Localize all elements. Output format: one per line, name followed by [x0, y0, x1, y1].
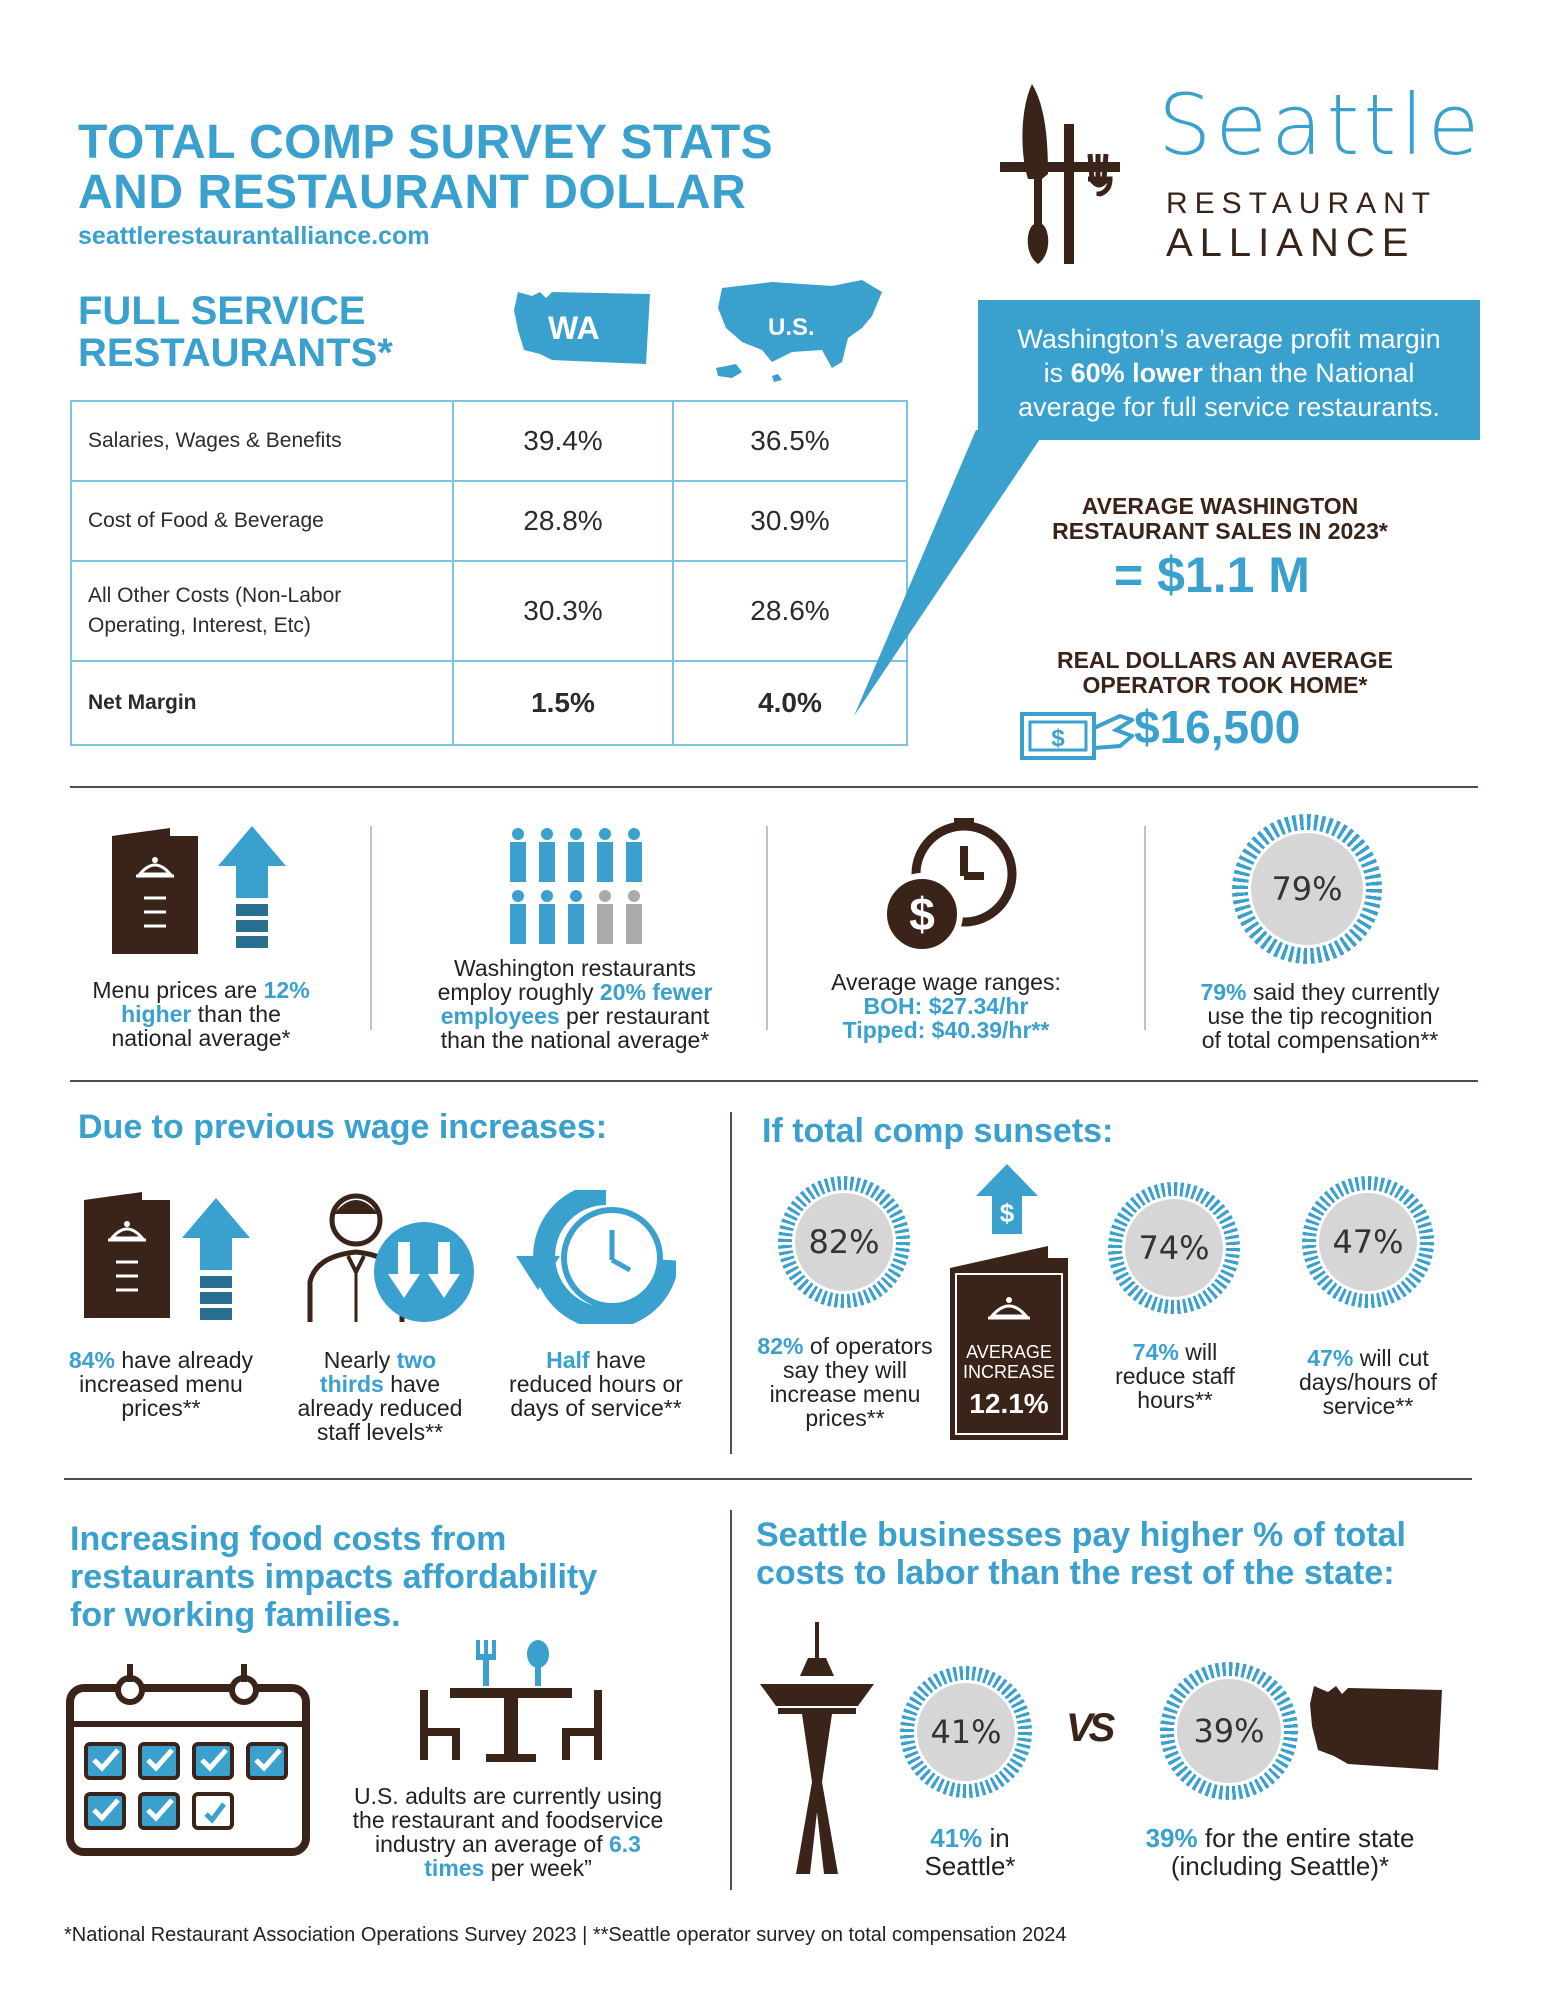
profit-margin-callout: Washington’s average profit margin is 60% lower than the National average for full service restaurants.: [978, 300, 1480, 440]
average-increase-menu: AVERAGE INCREASE 12.1%: [948, 1244, 1070, 1442]
logo-word-alliance: ALLIANCE: [1166, 221, 1416, 265]
table-row: [71, 481, 907, 561]
us-value: 36.5%: [673, 401, 907, 481]
sunsets-heading: If total comp sunsets:: [762, 1112, 1114, 1150]
labor-heading: Seattle businesses pay higher % of total costs to labor than the rest of the state:: [756, 1516, 1406, 1592]
full-service-heading: FULL SERVICE RESTAURANTS*: [78, 289, 393, 375]
calendar-check-icon: [66, 1664, 310, 1856]
wa-state-icon: [1308, 1684, 1444, 1772]
sales-value: = $1.1 M: [1114, 547, 1310, 603]
divider: [70, 786, 1478, 788]
sales-label: AVERAGE WASHINGTON RESTAURANT SALES IN 2023*: [1052, 493, 1388, 544]
us-column-header: U.S.: [768, 314, 815, 341]
cut-days-caption: 47% will cut days/hours of service**: [1298, 1345, 1438, 1419]
cut-days-ring: 47%: [1302, 1176, 1434, 1308]
row-label: Net Margin: [71, 661, 453, 745]
operators-menu-caption: 82% of operators say they will increase menu prices**: [757, 1333, 933, 1431]
restaurant-usage-caption: U.S. adults are currently using the restaurant and foodservice industry an average of 6.3 times per week”: [352, 1783, 664, 1881]
divider: [1144, 826, 1146, 1030]
divider: [64, 1478, 1472, 1480]
row-label: Salaries, Wages & Benefits: [71, 401, 453, 481]
table-row: [71, 561, 907, 661]
versus-label: VS: [1066, 1706, 1112, 1750]
people-icon: [506, 826, 648, 946]
menu-icon: [82, 1190, 172, 1320]
staff-hours-caption: 74% will reduce staff hours**: [1115, 1339, 1235, 1413]
svg-text:$: $: [909, 888, 935, 940]
svg-text:$: $: [999, 1198, 1015, 1228]
seattle-labor-caption: 41% in Seattle*: [924, 1823, 1016, 1881]
takehome-label: REAL DOLLARS AN AVERAGE OPERATOR TOOK HOME*: [1056, 647, 1394, 698]
state-labor-ring: 39%: [1160, 1662, 1298, 1800]
clock-arrow-icon: [516, 1190, 676, 1324]
svg-text:$: $: [1051, 725, 1065, 752]
knife-fork-spoon-icon: [1000, 84, 1130, 269]
staff-reduced-caption: Nearly two thirds have already reduced staff levels**: [297, 1347, 463, 1445]
state-labor-caption: 39% for the entire state (including Seattle)*: [1145, 1823, 1415, 1881]
us-value: 28.6%: [673, 561, 907, 661]
hours-reduced-caption-text: Half have reduced hours or days of service**: [509, 1347, 683, 1421]
menu-icon: [110, 826, 200, 956]
down-arrows-icon: [372, 1220, 476, 1324]
menu-increase-ring: 82%: [778, 1176, 910, 1308]
wa-value: 39.4%: [453, 401, 673, 481]
table-row: [71, 661, 907, 745]
divider: [730, 1112, 732, 1454]
row-label: All Other Costs (Non-Labor Operating, Interest, Etc): [71, 561, 453, 661]
divider: [370, 826, 372, 1030]
footer-note: *National Restaurant Association Operations Survey 2023 | **Seattle operator survey on total compensation 2024: [64, 1924, 1067, 1946]
site-url[interactable]: seattlerestaurantalliance.com: [78, 222, 430, 250]
divider: [70, 1080, 1478, 1082]
up-arrow-icon: [218, 826, 286, 948]
employees-caption: Washington restaurants employ roughly 20% fewer employees per restaurant than the national average*: [437, 955, 713, 1053]
tip-recognition-caption: 79% said they currently use the tip recognition of total compensation**: [1200, 979, 1440, 1053]
wa-column-header: WA: [548, 310, 600, 346]
row-label: Cost of Food & Beverage: [71, 481, 453, 561]
clock-dollar-icon: [880, 818, 1020, 958]
dining-table-icon: [420, 1640, 602, 1762]
logo-word-seattle: Seattle: [1158, 76, 1484, 174]
divider: [766, 826, 768, 1030]
wage-increases-heading: Due to previous wage increases:: [78, 1108, 608, 1146]
us-value: 4.0%: [673, 661, 907, 745]
wage-ranges-caption: Average wage ranges: BOH: $27.34/hr Tipped: $40.39/hr**: [831, 969, 1061, 1043]
divider: [730, 1510, 732, 1890]
us-value: 30.9%: [673, 481, 907, 561]
menu-price-caption: Menu prices are 12% higher than the national average*: [92, 977, 310, 1051]
food-costs-heading: Increasing food costs from restaurants impacts affordability for working families.: [70, 1520, 598, 1634]
tip-recognition-ring: 79%: [1232, 814, 1382, 964]
table-row: [71, 401, 907, 481]
wa-value: 28.8%: [453, 481, 673, 561]
space-needle-icon: [758, 1622, 876, 1876]
up-arrow-icon: [182, 1198, 250, 1320]
cost-table: [70, 400, 908, 746]
staff-hours-ring: 74%: [1108, 1182, 1240, 1314]
takehome-value: $16,500: [1134, 701, 1301, 753]
menu-increase-caption: 84% have already increased menu prices**: [68, 1347, 254, 1421]
seattle-labor-ring: 41%: [900, 1666, 1032, 1798]
page-title: TOTAL COMP SURVEY STATS AND RESTAURANT DOLLAR: [78, 116, 774, 219]
dollar-arrow-icon: [976, 1164, 1038, 1234]
cash-hand-icon: [1020, 706, 1134, 762]
wa-value: 30.3%: [453, 561, 673, 661]
logo-word-restaurant: RESTAURANT: [1166, 187, 1438, 220]
wa-value: 1.5%: [453, 661, 673, 745]
